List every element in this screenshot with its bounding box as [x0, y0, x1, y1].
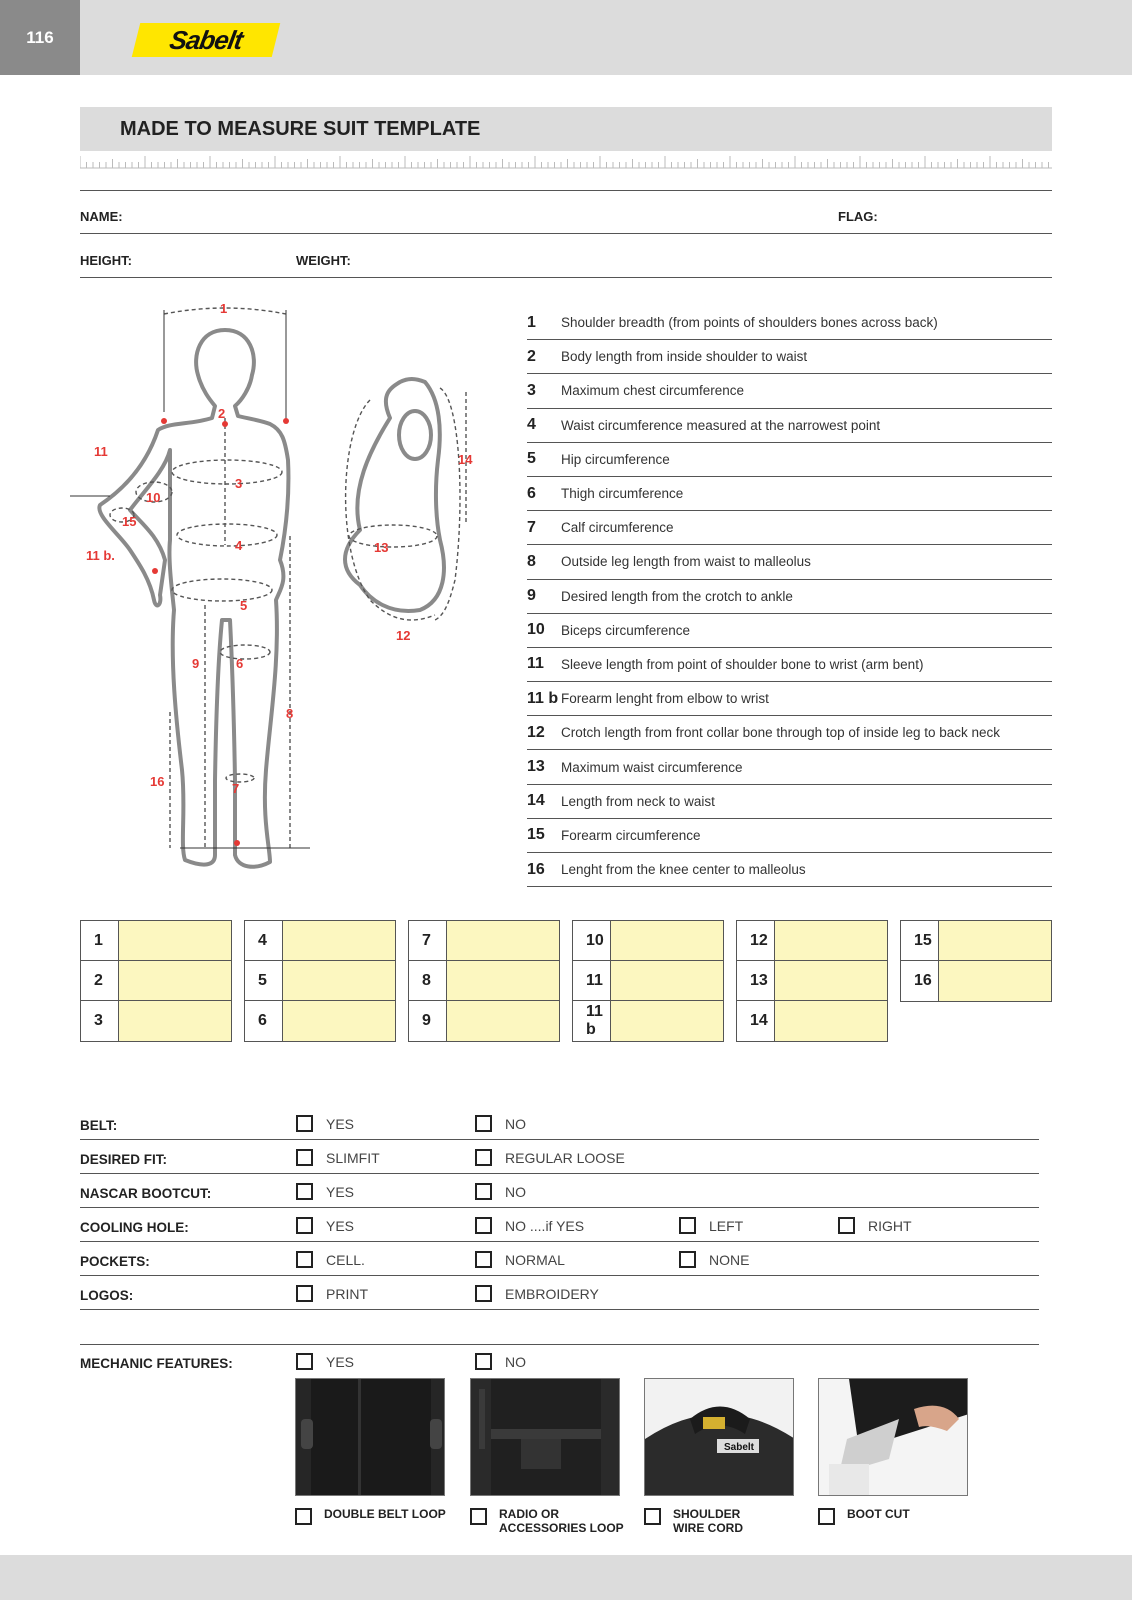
measurement-input[interactable]	[119, 1001, 231, 1041]
feature-option[interactable]	[644, 1507, 743, 1535]
option-text: NO	[505, 1115, 526, 1132]
feature-caption	[847, 1507, 910, 1521]
option-choice[interactable]	[296, 1183, 354, 1200]
measurement-input[interactable]	[775, 961, 887, 1000]
measurement-row	[527, 750, 1052, 784]
measurement-row	[527, 477, 1052, 511]
checkbox[interactable]	[475, 1217, 492, 1234]
checkbox[interactable]	[475, 1115, 492, 1132]
option-label: COOLING HOLE:	[80, 1220, 189, 1235]
measurement-row	[527, 580, 1052, 614]
feature-caption-line: RADIO OR	[499, 1507, 559, 1521]
logo-text: Sabelt	[167, 24, 245, 55]
measurement-cell	[901, 921, 1051, 961]
body-outline	[99, 330, 288, 867]
option-choice[interactable]	[296, 1217, 354, 1234]
option-text: NONE	[709, 1251, 750, 1268]
figure-label: 11	[94, 444, 108, 459]
feature-caption-line: BOOT CUT	[847, 1507, 910, 1521]
measurement-description: Biceps circumference	[561, 622, 691, 638]
cell-number: 6	[245, 1001, 283, 1041]
feature-caption	[673, 1507, 743, 1535]
checkbox[interactable]	[296, 1183, 313, 1200]
option-choice[interactable]	[296, 1149, 380, 1166]
cell-number: 3	[81, 1001, 119, 1041]
option-choice[interactable]	[475, 1115, 526, 1132]
cell-number: 16	[901, 961, 939, 1001]
measurement-number: 4	[527, 416, 536, 434]
measurement-input[interactable]	[775, 921, 887, 960]
feature-caption-line: WIRE CORD	[673, 1521, 743, 1535]
measurement-row	[527, 648, 1052, 682]
checkbox[interactable]	[475, 1149, 492, 1166]
cell-number: 14	[737, 1001, 775, 1041]
option-text: REGULAR LOOSE	[505, 1149, 625, 1166]
measurement-input[interactable]	[447, 921, 559, 960]
option-text: YES	[326, 1183, 355, 1200]
option-text: YES	[326, 1353, 355, 1370]
measurement-row	[527, 340, 1052, 374]
measurement-input[interactable]	[283, 961, 395, 1000]
suit-photo-graphic	[471, 1379, 620, 1496]
measurement-row	[527, 306, 1052, 340]
option-text: NORMAL	[505, 1251, 565, 1268]
option-row	[80, 1208, 1039, 1242]
option-row	[80, 1106, 1039, 1140]
measurement-cell	[573, 961, 723, 1001]
measurement-cell	[81, 921, 231, 961]
figure-label: 5	[240, 598, 248, 613]
measurement-input[interactable]	[283, 921, 395, 960]
measurement-number: 15	[527, 826, 545, 844]
measurement-number: 10	[527, 621, 545, 639]
measurement-number: 9	[527, 587, 536, 605]
option-row	[80, 1140, 1039, 1174]
weight-label: WEIGHT:	[296, 253, 351, 268]
measurement-block	[80, 920, 232, 1042]
height-label: HEIGHT:	[80, 253, 132, 268]
measurement-grid	[80, 920, 1052, 1045]
measurement-block	[572, 920, 724, 1042]
measurement-description: Desired length from the crotch to ankle	[561, 588, 793, 604]
measurement-description: Crotch length from front collar bone through top of inside leg to back neck	[561, 725, 1001, 741]
divider	[80, 277, 1052, 278]
measurement-cell	[409, 1001, 559, 1041]
option-choice[interactable]	[475, 1251, 565, 1268]
feature-caption-line: SHOULDER	[673, 1507, 741, 1521]
measurement-input[interactable]	[611, 961, 723, 1000]
divider	[80, 190, 1052, 191]
measurement-input[interactable]	[939, 961, 1051, 1001]
option-label: LOGOS:	[80, 1288, 134, 1303]
measurement-input[interactable]	[283, 1001, 395, 1041]
option-choice[interactable]	[475, 1183, 526, 1200]
figure-label: 6	[236, 656, 244, 671]
feature-caption	[499, 1507, 624, 1535]
measurement-block	[736, 920, 888, 1042]
option-text: YES	[326, 1217, 355, 1234]
cell-number: 15	[901, 921, 939, 960]
page-number: 116	[0, 0, 80, 75]
measurement-description: Forearm circumference	[561, 827, 701, 843]
feature-caption	[324, 1507, 446, 1521]
measurement-input[interactable]	[611, 921, 723, 960]
measurement-row	[527, 374, 1052, 408]
bottom-bar	[0, 1555, 1132, 1600]
option-label: BELT:	[80, 1118, 118, 1133]
measurement-number: 13	[527, 758, 545, 776]
figure-label: 4	[235, 538, 243, 553]
body-measurement-figure	[70, 300, 510, 900]
checkbox[interactable]	[296, 1149, 313, 1166]
measurement-block	[244, 920, 396, 1042]
measurement-description: Lenght from the knee center to malleolus	[561, 862, 806, 878]
cell-number: 8	[409, 961, 447, 1000]
measurement-cell	[737, 961, 887, 1001]
measurement-number: 6	[527, 484, 536, 502]
option-text: PRINT	[326, 1285, 368, 1302]
measurement-cell	[245, 921, 395, 961]
option-label: POCKETS:	[80, 1254, 150, 1269]
option-label: NASCAR BOOTCUT:	[80, 1186, 212, 1201]
feature-option[interactable]	[470, 1507, 624, 1535]
figure-label: 7	[232, 781, 240, 796]
measurement-number: 7	[527, 518, 536, 536]
measurement-description: Length from neck to waist	[561, 793, 715, 809]
suit-photo-graphic	[645, 1379, 794, 1496]
feature-option[interactable]	[818, 1507, 910, 1525]
option-text: NO	[505, 1353, 526, 1370]
photo-double-belt-loop	[295, 1378, 445, 1496]
cell-number: 4	[245, 921, 283, 960]
figure-label: 2	[218, 406, 226, 421]
name-label: NAME:	[80, 209, 123, 224]
checkbox[interactable]	[295, 1508, 312, 1525]
photo-badge-text: Sabelt	[724, 1442, 755, 1453]
figure-label: 12	[396, 628, 411, 643]
checkbox[interactable]	[838, 1217, 855, 1234]
measurement-cell	[409, 961, 559, 1001]
checkbox[interactable]	[475, 1353, 492, 1370]
measurement-row	[527, 614, 1052, 648]
figure-label: 16	[150, 774, 165, 789]
measurement-row	[527, 716, 1052, 750]
measurement-cell	[737, 921, 887, 961]
option-row	[80, 1174, 1039, 1208]
title-bar	[80, 107, 1052, 151]
figure-label: 13	[374, 540, 389, 555]
measurement-row	[527, 511, 1052, 545]
option-row	[80, 1242, 1039, 1276]
checkbox[interactable]	[475, 1251, 492, 1268]
figure-label: 11 b.	[86, 548, 115, 563]
cell-number: 11 b	[573, 1001, 611, 1041]
cell-number: 9	[409, 1001, 447, 1041]
measurement-description: Forearm lenght from elbow to wrist	[561, 691, 769, 707]
measurement-number: 12	[527, 723, 545, 741]
ruler-decoration	[80, 155, 1052, 169]
option-row-mechanic	[80, 1344, 1039, 1378]
measurement-description: Waist circumference measured at the narrowest point	[561, 417, 881, 433]
measurement-block	[408, 920, 560, 1042]
measurement-description: Sleeve length from point of shoulder bone to wrist (arm bent)	[561, 656, 924, 672]
measurement-number: 3	[527, 381, 536, 399]
measurement-row	[527, 409, 1052, 443]
measurement-description: Shoulder breadth (from points of shoulders bones across back)	[561, 315, 938, 331]
measurement-description: Hip circumference	[561, 451, 670, 467]
page-title: MADE TO MEASURE SUIT TEMPLATE	[120, 118, 481, 140]
divider	[80, 233, 1052, 234]
photo-boot-cut	[818, 1378, 968, 1496]
figure-label: 8	[286, 706, 294, 721]
measurement-block	[900, 920, 1052, 1002]
option-text: RIGHT	[868, 1217, 912, 1234]
measurement-number: 8	[527, 552, 536, 570]
measurement-cell	[245, 1001, 395, 1041]
measurement-input[interactable]	[119, 961, 231, 1000]
cell-number: 11	[573, 961, 611, 1000]
measurement-number: 5	[527, 450, 536, 468]
checkbox[interactable]	[679, 1251, 696, 1268]
checkbox[interactable]	[296, 1115, 313, 1132]
option-choice[interactable]	[296, 1115, 354, 1132]
measurement-row	[527, 443, 1052, 477]
checkbox[interactable]	[475, 1285, 492, 1302]
figure-label: 1	[220, 301, 228, 316]
photo-radio-loop	[470, 1378, 620, 1496]
measurement-input[interactable]	[939, 921, 1051, 960]
measurement-input[interactable]	[775, 1001, 887, 1041]
figure-label: 10	[146, 490, 161, 505]
checkbox[interactable]	[296, 1217, 313, 1234]
measurement-row	[527, 853, 1052, 887]
cell-number: 7	[409, 921, 447, 960]
checkbox[interactable]	[296, 1353, 313, 1370]
measurement-number: 11	[527, 655, 544, 673]
option-label: DESIRED FIT:	[80, 1152, 168, 1167]
measurement-number: 11 b	[527, 689, 559, 707]
checkbox[interactable]	[475, 1183, 492, 1200]
measurement-row	[527, 785, 1052, 819]
sabelt-logo	[132, 23, 280, 57]
measurement-cell	[737, 1001, 887, 1041]
figure-label: 3	[235, 476, 243, 491]
option-mechanic-yes[interactable]	[296, 1353, 354, 1370]
checkbox[interactable]	[296, 1251, 313, 1268]
suit-photo-graphic	[296, 1379, 445, 1496]
option-row	[80, 1276, 1039, 1310]
cell-number: 2	[81, 961, 119, 1000]
checkbox[interactable]	[296, 1285, 313, 1302]
option-choice[interactable]	[296, 1285, 368, 1302]
measurement-description: Outside leg length from waist to malleolus	[561, 554, 811, 570]
option-choice[interactable]	[679, 1251, 749, 1268]
option-text: NO ....if YES	[505, 1217, 585, 1234]
option-label: MECHANIC FEATURES:	[80, 1356, 233, 1371]
measurement-list	[527, 306, 1052, 887]
measurement-input[interactable]	[611, 1001, 723, 1041]
checkbox[interactable]	[818, 1508, 835, 1525]
cell-number: 10	[573, 921, 611, 960]
measurement-cell	[81, 961, 231, 1001]
option-text: LEFT	[709, 1217, 744, 1234]
option-choice[interactable]	[475, 1149, 625, 1166]
feature-option[interactable]	[295, 1507, 446, 1525]
measurement-number: 1	[527, 313, 536, 331]
option-text: SLIMFIT	[326, 1149, 380, 1166]
measurement-description: Thigh circumference	[561, 486, 684, 502]
measurement-cell	[901, 961, 1051, 1001]
cell-number: 5	[245, 961, 283, 1000]
measurement-cell	[245, 961, 395, 1001]
measurement-input[interactable]	[447, 961, 559, 1000]
checkbox[interactable]	[679, 1217, 696, 1234]
option-text: NO	[505, 1183, 526, 1200]
flag-label: FLAG:	[838, 209, 878, 224]
option-choice[interactable]	[838, 1217, 912, 1234]
measurement-number: 16	[527, 860, 545, 878]
measurement-input[interactable]	[119, 921, 231, 960]
option-text: EMBROIDERY	[505, 1285, 599, 1302]
figure-label: 9	[192, 656, 200, 671]
measurement-cell	[409, 921, 559, 961]
measurement-input[interactable]	[447, 1001, 559, 1041]
option-choice[interactable]	[296, 1251, 365, 1268]
option-mechanic-no[interactable]	[475, 1353, 526, 1370]
measurement-row	[527, 819, 1052, 853]
measurement-cell	[81, 1001, 231, 1041]
suit-photo-graphic	[819, 1379, 968, 1496]
figure-label: 15	[122, 514, 137, 529]
measurement-description: Maximum waist circumference	[561, 759, 743, 775]
cell-number: 12	[737, 921, 775, 960]
measurement-number: 2	[527, 347, 536, 365]
option-text: CELL.	[326, 1251, 365, 1268]
measurement-description: Calf circumference	[561, 520, 674, 536]
feature-caption-line: DOUBLE BELT LOOP	[324, 1507, 446, 1521]
option-choice[interactable]	[475, 1217, 584, 1234]
measurement-description: Body length from inside shoulder to waist	[561, 349, 808, 365]
option-text: YES	[326, 1115, 355, 1132]
measurement-row	[527, 682, 1052, 716]
checkbox[interactable]	[470, 1508, 487, 1525]
measurement-row	[527, 545, 1052, 579]
photo-shoulder-wire-cord	[644, 1378, 794, 1496]
measurement-cell	[573, 1001, 723, 1041]
measurement-description: Maximum chest circumference	[561, 383, 745, 399]
option-choice[interactable]	[475, 1285, 599, 1302]
measurement-cell	[573, 921, 723, 961]
cell-number: 13	[737, 961, 775, 1000]
checkbox[interactable]	[644, 1508, 661, 1525]
cell-number: 1	[81, 921, 119, 960]
figure-label: 14	[458, 452, 473, 467]
feature-caption-line: ACCESSORIES LOOP	[499, 1521, 624, 1535]
option-choice[interactable]	[679, 1217, 743, 1234]
measurement-number: 14	[527, 792, 545, 810]
spacer-row	[80, 1310, 1039, 1345]
